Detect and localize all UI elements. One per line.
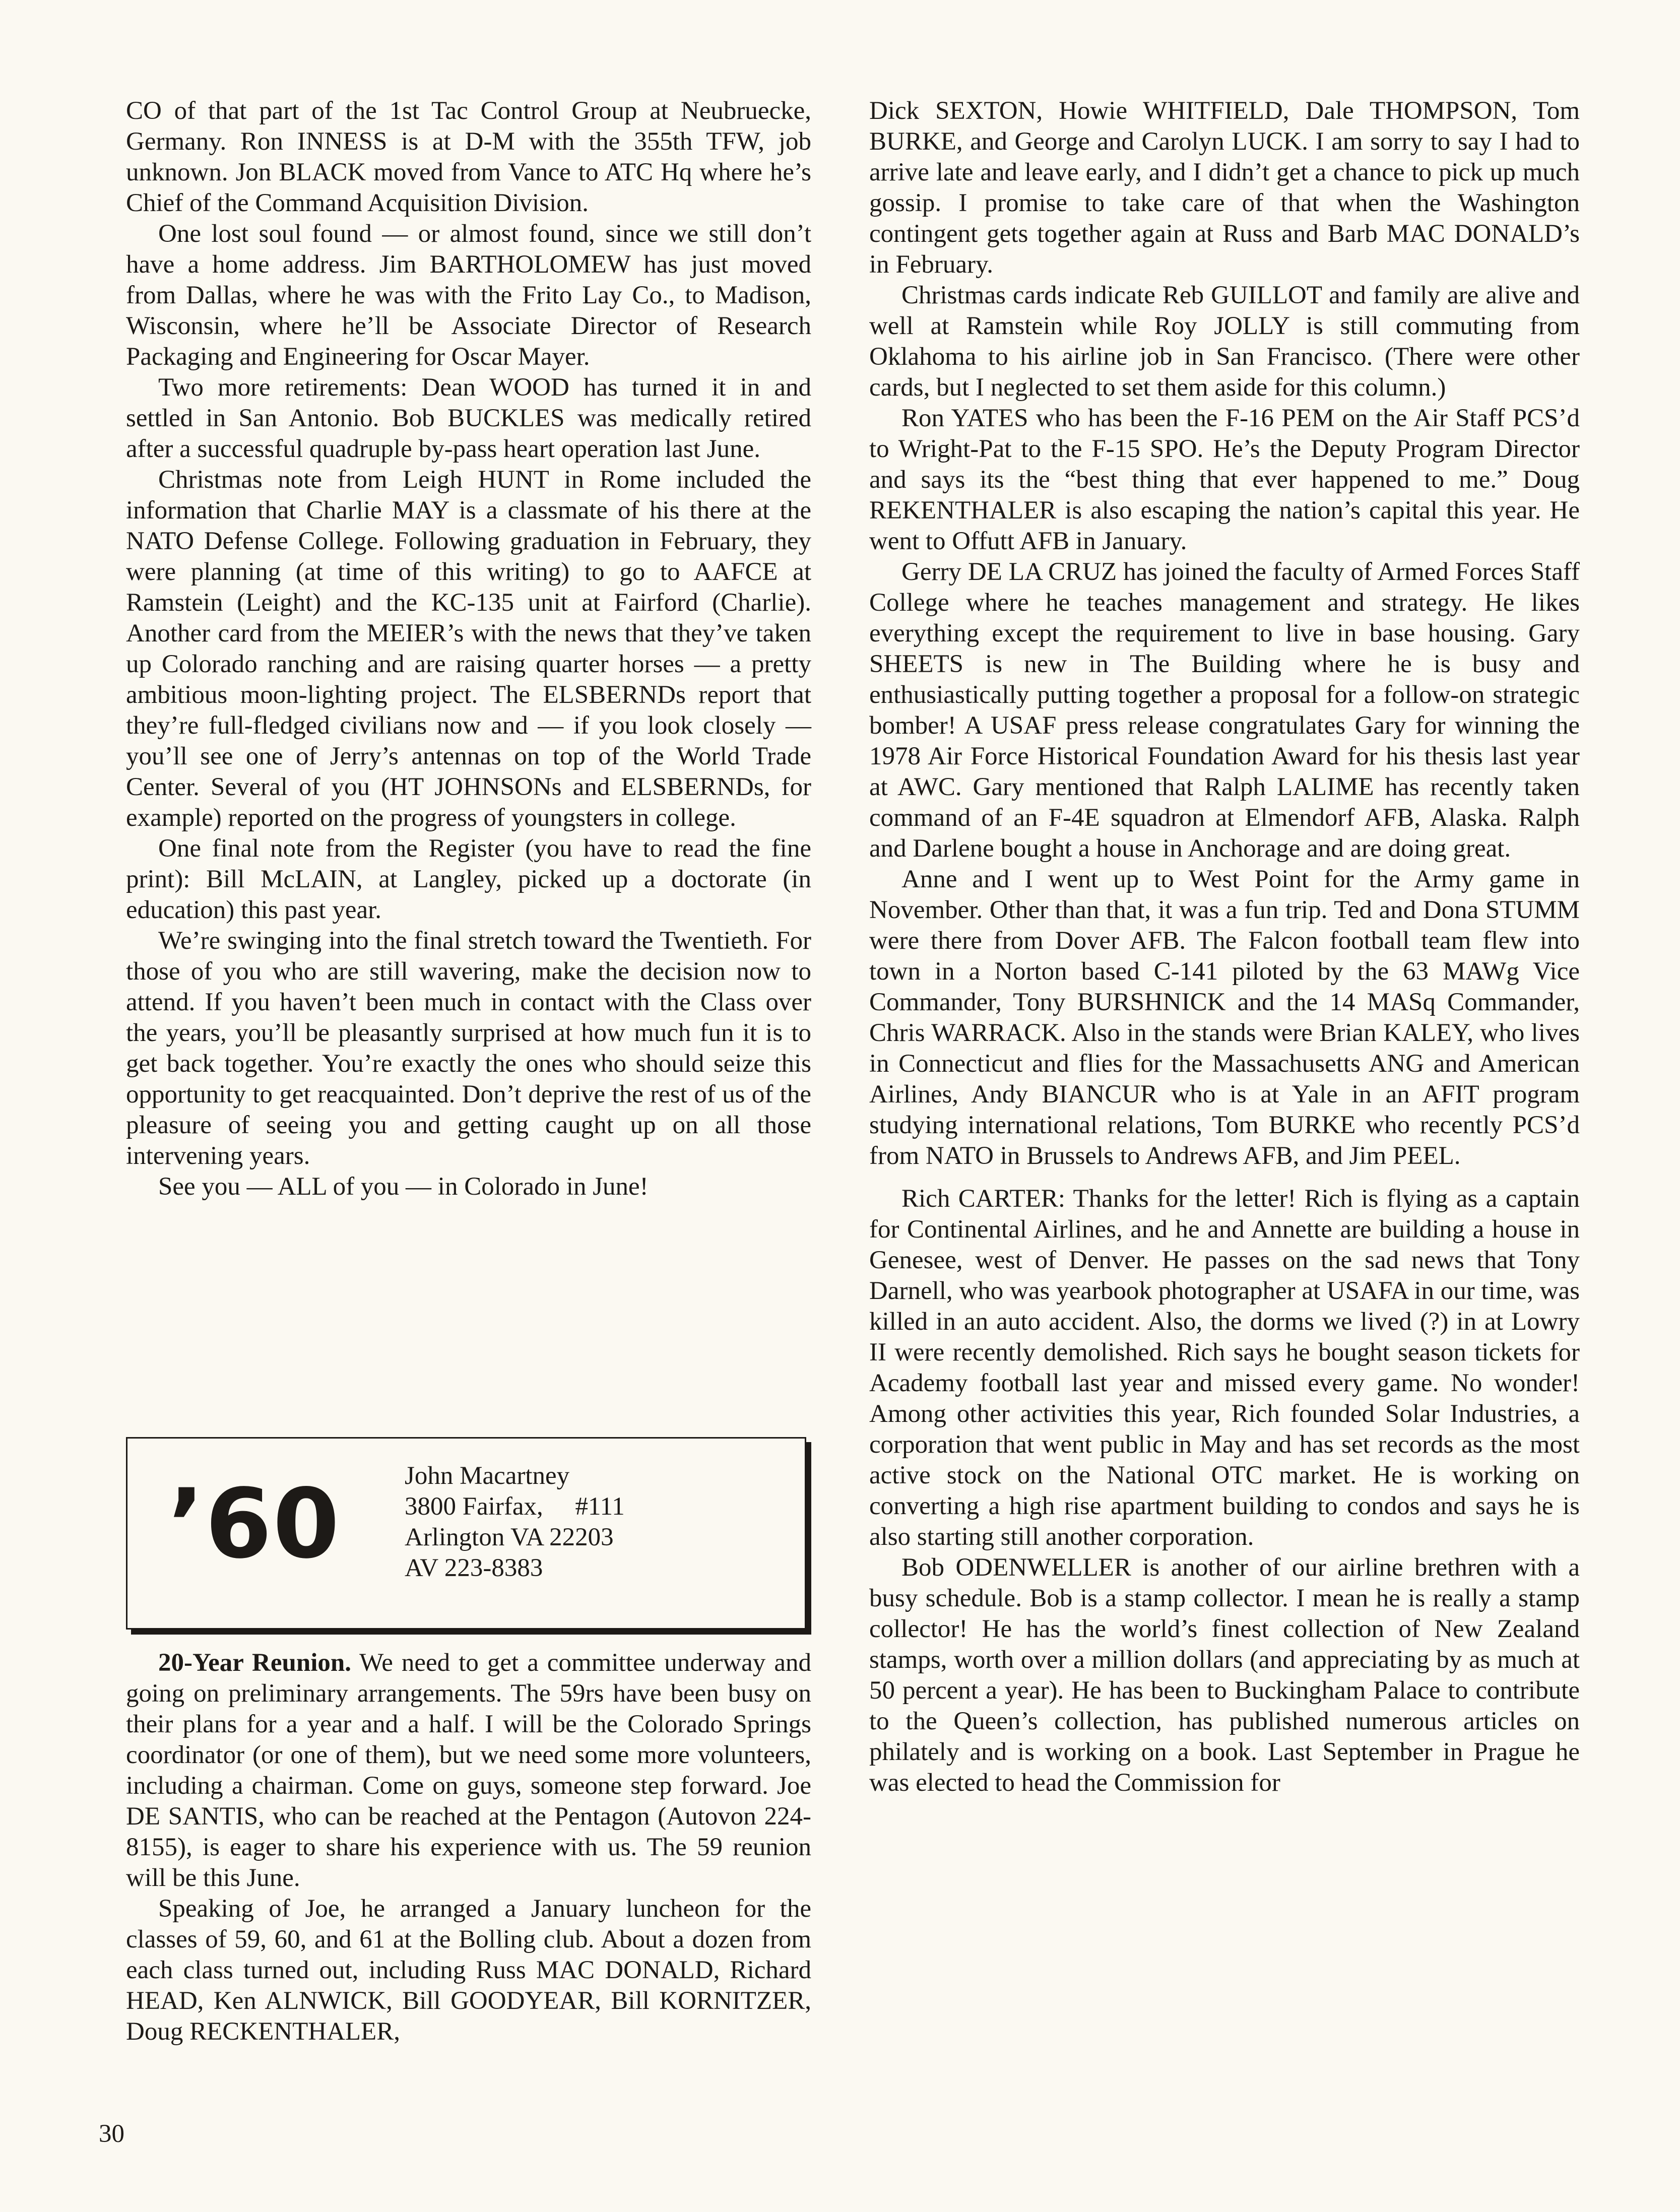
reunion-text: We need to get a committee underway and going on preliminary arrangements. The 59rs have been busy on their plans for a year and a half. I will be the Colorado Springs coordinator (or one of them), but we need some more volunteers, including a chairman. Come on guys, someone step forward. Joe DE SANTIS, who can be reached at the Pentagon (Autovon 224-8155), is eager to share his experience with us. The 59 reunion will be this June. xyxy=(126,1649,811,1892)
right-column xyxy=(869,96,1580,1798)
correspondent-address: 3800 Fairfax, #111 xyxy=(405,1492,625,1521)
right-paragraph: Rich CARTER: Thanks for the letter! Rich is flying as a captain for Continental Airlines, and he and Annette are building a house in Genesee, west of Denver. He passes on the sad news that Tony Darnell, who was yearbook photographer at USAFA in our time, was killed in an auto accident. Also, the dorms we lived (?) in at Lowry II were recently demolished. Rich says he bought season tickets for Academy football last year and missed every game. No wonder! Among other activities this year, Rich founded Solar Industries, a corporation that went public in May and has set records as the most active stock on the National OTC market. He is working on converting a high rise apartment building to condos and says he is also starting still another corporation. xyxy=(869,1185,1580,1551)
correspondent-city: Arlington VA 22203 xyxy=(405,1523,614,1551)
left-column xyxy=(126,96,811,1202)
right-paragraph: Anne and I went up to West Point for the Army game in November. Other than that, it was a fun trip. Ted and Dona STUMM were there from Dover AFB. The Falcon football team flew into town in a Norton based C-141 piloted by the 63 MAWg Vice Commander, Tony BURSHNICK and the 14 MASq Commander, Chris WARRACK. Also in the stands were Brian KALEY, who lives in Connecticut and flies for the Massachusetts ANG and American Airlines, Andy BIANCUR who is at Yale in an AFIT program studying international relations, Tom BURKE who recently PCS’d from NATO in Brussels to Andrews AFB, and Jim PEEL. xyxy=(869,865,1580,1170)
left-paragraph: One final note from the Register (you have to read the fine print): Bill McLAIN, at Langley, picked up a doctorate (in education) this past year. xyxy=(126,834,811,924)
luncheon-paragraph: Speaking of Joe, he arranged a January luncheon for the classes of 59, 60, and 61 at the Bolling club. About a dozen from each class turned out, including Russ MAC DONALD, Richard HEAD, Ken ALNWICK, Bill GOODYEAR, Bill KORNITZER, Doug RECKENTHALER, xyxy=(126,1895,811,2046)
right-paragraph: Dick SEXTON, Howie WHITFIELD, Dale THOMPSON, Tom BURKE, and George and Carolyn LUCK. I am sorry to say I had to arrive late and leave early, and I didn’t get a chance to pick up much gossip. I promise to take care of that when the Washington contingent gets together again at Russ and Barb MAC DONALD’s in February. xyxy=(869,97,1580,279)
right-paragraph: Gerry DE LA CRUZ has joined the faculty of Armed Forces Staff College where he teaches management and strategy. He likes everything except the requirement to live in base housing. Gary SHEETS is new in The Building where he is busy and enthusiastically putting together a proposal for a follow-on strategic bomber! A USAF press release congratulates Gary for winning the 1978 Air Force Historical Foundation Award for his thesis last year at AWC. Gary mentioned that Ralph LALIME has recently taken command of an F-4E squadron at Elmendorf AFB, Alaska. Ralph and Darlene bought a house in Anchorage and are doing great. xyxy=(869,558,1580,863)
left-paragraph: See you — ALL of you — in Colorado in June! xyxy=(158,1173,649,1201)
left-paragraph: One lost soul found — or almost found, since we still don’t have a home address. Jim BARTHOLOMEW has just moved from Dallas, where he was with the Frito Lay Co., to Madison, Wisconsin, where he’ll be Associate Director of Research Packaging and Engineering for Oscar Mayer. xyxy=(126,220,811,371)
reunion-paragraph xyxy=(126,1648,811,1894)
right-paragraph: Ron YATES who has been the F-16 PEM on the Air Staff PCS’d to Wright-Pat to the F-15 SPO. He’s the Deputy Program Director and says its the “best thing that ever happened to me.” Doug REKENTHALER is also escaping the nation’s capital this year. He went to Offutt AFB in January. xyxy=(869,404,1580,555)
left-paragraph: CO of that part of the 1st Tac Control Group at Neubruecke, Germany. Ron INNESS is at D-M with the 355th TFW, job unknown. Jon BLACK moved from Vance to ATC Hq where he’s Chief of the Command Acquisition Division. xyxy=(126,97,811,217)
correspondent-name: John Macartney xyxy=(405,1462,570,1490)
correspondent-phone: AV 223-8383 xyxy=(405,1554,543,1582)
class-year: ’60 xyxy=(168,1468,341,1580)
left-paragraph: Two more retirements: Dean WOOD has turned it in and settled in San Antonio. Bob BUCKLES was medically retired after a successful quadruple by-pass heart operation last June. xyxy=(126,373,811,463)
left-column-lower xyxy=(126,1648,811,2047)
reunion-heading: 20-Year Reunion. xyxy=(158,1649,352,1677)
right-paragraph: Bob ODENWELLER is another of our airline brethren with a busy schedule. Bob is a stamp collector. I mean he is really a stamp collector! He has the world’s finest collection of New Zealand stamps, worth over a million dollars (and appreciating by as much at 50 percent a year). He has been to Buckingham Palace to contribute to the Queen’s collection, has published numerous articles on philately and is working on a book. Last September in Prague he was elected to head the Commission for xyxy=(869,1553,1580,1797)
class-correspondent xyxy=(405,1461,625,1584)
left-paragraph: Christmas note from Leigh HUNT in Rome included the information that Charlie MAY is a classmate of his there at the NATO Defense College. Following graduation in February, they were planning (at time of this writing) to go to AAFCE at Ramstein (Leight) and the KC-135 unit at Fairford (Charlie). Another card from the MEIER’s with the news that they’ve taken up Colorado ranching and are raising quarter horses — a pretty ambitious moon-lighting project. The ELSBERNDs report that they’re full-fledged civilians now and — if you look closely — you’ll see one of Jerry’s antennas on top of the World Trade Center. Several of you (HT JOHNSONs and ELSBERNDs, for example) reported on the progress of youngsters in college. xyxy=(126,466,811,832)
right-paragraph: Christmas cards indicate Reb GUILLOT and family are alive and well at Ramstein while Roy JOLLY is still commuting from Oklahoma to his airline job in San Francisco. (There were other cards, but I neglected to set them aside for this column.) xyxy=(869,281,1580,402)
left-paragraph: We’re swinging into the final stretch toward the Twentieth. For those of you who are still wavering, make the decision now to attend. If you haven’t been much in contact with the Class over the years, you’ll be pleasantly surprised at how much fun it is to get back together. You’re exactly the ones who should seize this opportunity to get reacquainted. Don’t deprive the rest of us of the pleasure of seeing you and getting caught up on all those intervening years. xyxy=(126,927,811,1170)
class-header-box xyxy=(126,1437,806,1630)
page-number: 30 xyxy=(99,2120,124,2148)
